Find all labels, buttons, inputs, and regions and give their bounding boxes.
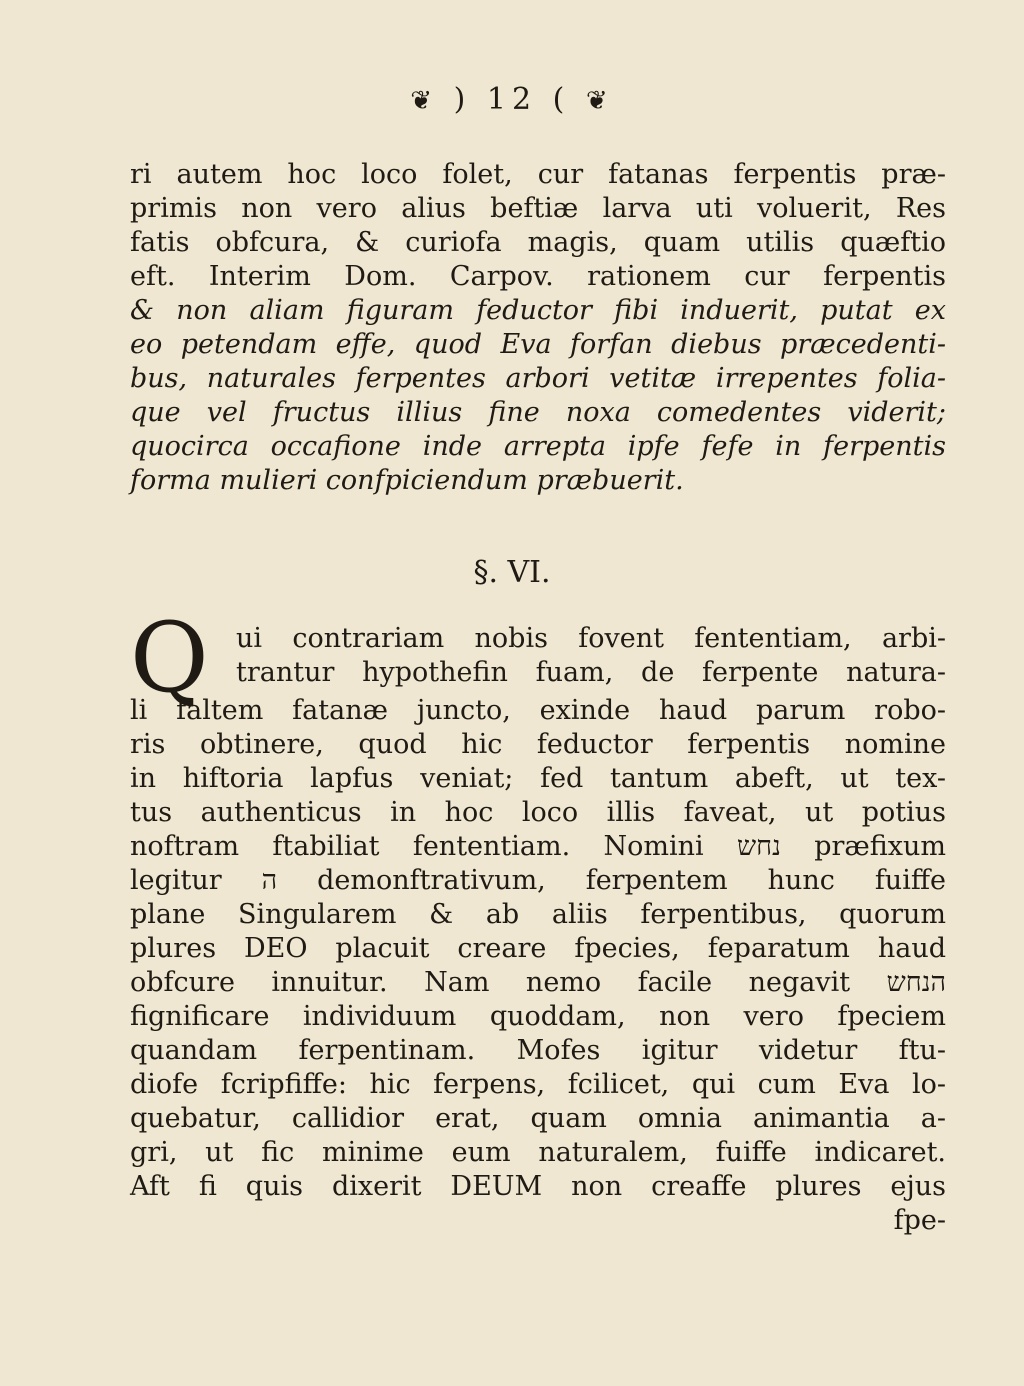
text-line: tus authenticus in hoc loco illis faveat, ut potius — [130, 797, 946, 828]
text-line: legitur ה demonftrativum, ferpentem hunc fuiffe — [130, 865, 946, 896]
text-line: que vel fructus illius fine noxa comedentes viderit; — [130, 397, 946, 428]
text-line: diofe fcripfiffe: hic ferpens, fcilicet, qui cum Eva lo- — [130, 1069, 946, 1100]
drop-cap: Q — [130, 602, 209, 714]
text-line: eft. Interim Dom. Carpov. rationem cur ferpentis — [130, 261, 946, 292]
header-right-paren: ( — [552, 82, 571, 117]
text-line: noftram ftabiliat fententiam. Nomini נחש præfixum — [130, 831, 946, 862]
paragraph-1 — [130, 158, 946, 498]
text-line: obfcure innuitur. Nam nemo facile negavit הנחש — [130, 967, 946, 998]
paragraph-2 — [130, 694, 946, 1238]
text-line: quandam ferpentinam. Mofes igitur videtur ftu- — [130, 1035, 946, 1066]
text-line: forma mulieri confpiciendum præbuerit. — [130, 465, 684, 496]
page-number: 12 — [486, 82, 538, 117]
text-line: plane Singularem & ab aliis ferpentibus, quorum — [130, 899, 946, 930]
text-line: primis non vero alius beftiæ larva uti voluerit, Res — [130, 193, 946, 224]
text-line: trantur hypothefin fuam, de ferpente natura- — [236, 657, 946, 688]
page-header — [0, 82, 1024, 117]
ornament-left-icon: ❦ — [410, 86, 439, 116]
indented-lines — [236, 622, 946, 690]
text-line: li faltem fatanæ juncto, exinde haud parum robo- — [130, 695, 946, 726]
text-line: ri autem hoc loco folet, cur fatanas ferpentis præ- — [130, 159, 946, 190]
text-line: Aft fi quis dixerit DEUM non creaffe plures ejus — [130, 1171, 946, 1202]
catchword: fpe- — [893, 1205, 946, 1236]
text-line: eo petendam effe, quod Eva forfan diebus præcedenti- — [130, 329, 946, 360]
text-line: ui contrariam nobis fovent fententiam, arbi- — [236, 623, 946, 654]
text-line: plures DEO placuit creare fpecies, feparatum haud — [130, 933, 946, 964]
text-line: quebatur, callidior erat, quam omnia animantia a- — [130, 1103, 946, 1134]
section-title: §. VI. — [473, 555, 551, 590]
text-line: in hiftoria lapfus veniat; fed tantum abeft, ut tex- — [130, 763, 946, 794]
text-line: fatis obfcura, & curiofa magis, quam utilis quæftio — [130, 227, 946, 258]
text-line: quocirca occafione inde arrepta ipfe fefe in ferpentis — [130, 431, 946, 462]
text-line: bus, naturales ferpentes arbori vetitæ irrepentes folia- — [130, 363, 946, 394]
header-left-paren: ) — [453, 82, 472, 117]
text-line: & non aliam figuram feductor fibi induerit, putat ex — [130, 295, 946, 326]
text-line: fignificare individuum quoddam, non vero fpeciem — [130, 1001, 946, 1032]
text-line: gri, ut fic minime eum naturalem, fuiffe indicaret. — [130, 1137, 946, 1168]
ornament-right-icon: ❦ — [585, 86, 614, 116]
text-line: ris obtinere, quod hic feductor ferpentis nomine — [130, 729, 946, 760]
